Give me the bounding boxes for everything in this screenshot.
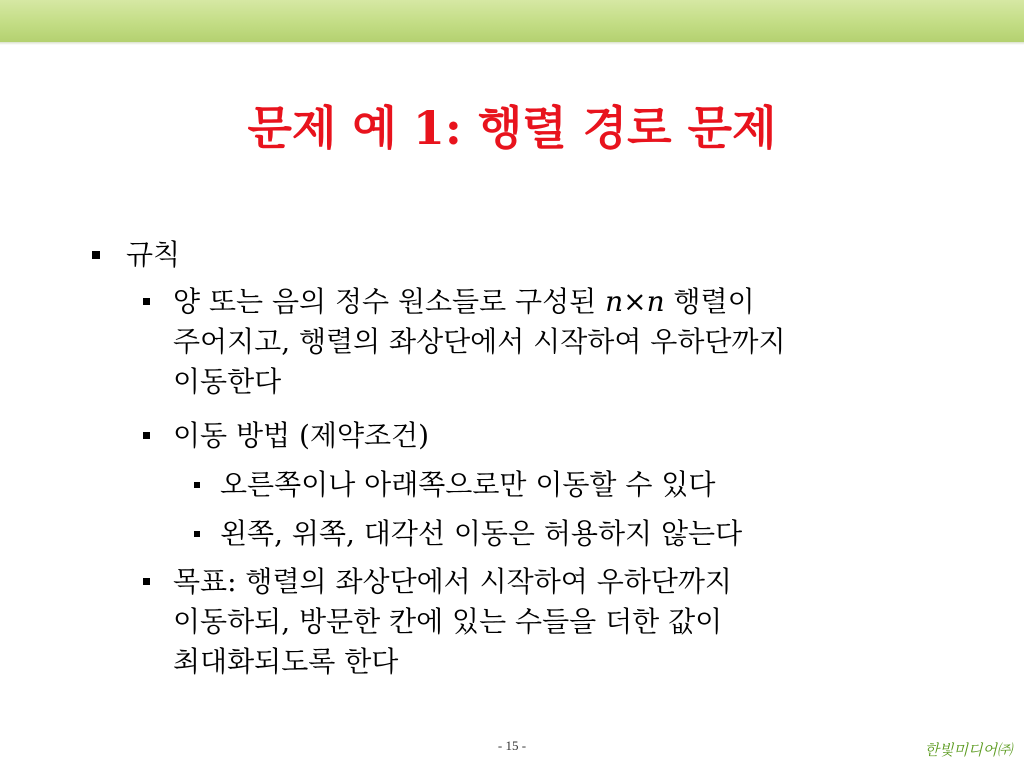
matrix-size-formula: n×n [605,285,665,318]
bullet-square-icon [194,531,200,537]
rule-1-line-3: 이동한다 [173,365,282,398]
goal [173,562,732,682]
rule-1-line-1: 양 또는 음의 정수 원소들로 구성된 n×n 행렬이 [173,285,755,318]
bullet-square-icon [143,432,150,439]
publisher-logo-text: 한빛미디어㈜ [924,741,1012,759]
bullet-square-icon [143,578,150,585]
rule-2: 이동 방법 (제약조건) [173,419,430,452]
goal-line-2: 이동하되, 방문한 칸에 있는 수들을 더한 값이 [173,605,723,638]
rule-2-sub-2: 왼쪽, 위쪽, 대각선 이동은 허용하지 않는다 [220,517,743,550]
rule-1-line-2: 주어지고, 행렬의 좌상단에서 시작하여 우하단까지 [173,325,786,358]
bullet-square-icon [194,482,200,488]
rule-heading: 규칙 [126,238,181,271]
goal-line-1: 목표: 행렬의 좌상단에서 시작하여 우하단까지 [173,565,732,598]
bullet-square-icon [92,251,100,259]
bullet-square-icon [143,298,150,305]
goal-line-3: 최대화되도록 한다 [173,645,399,678]
rule-1 [173,282,786,402]
rule-2-sub-1: 오른쪽이나 아래쪽으로만 이동할 수 있다 [220,468,716,501]
slide-title: 문제 예 1: 행렬 경로 문제 [247,101,777,155]
page-number: - 15 - [497,738,527,753]
